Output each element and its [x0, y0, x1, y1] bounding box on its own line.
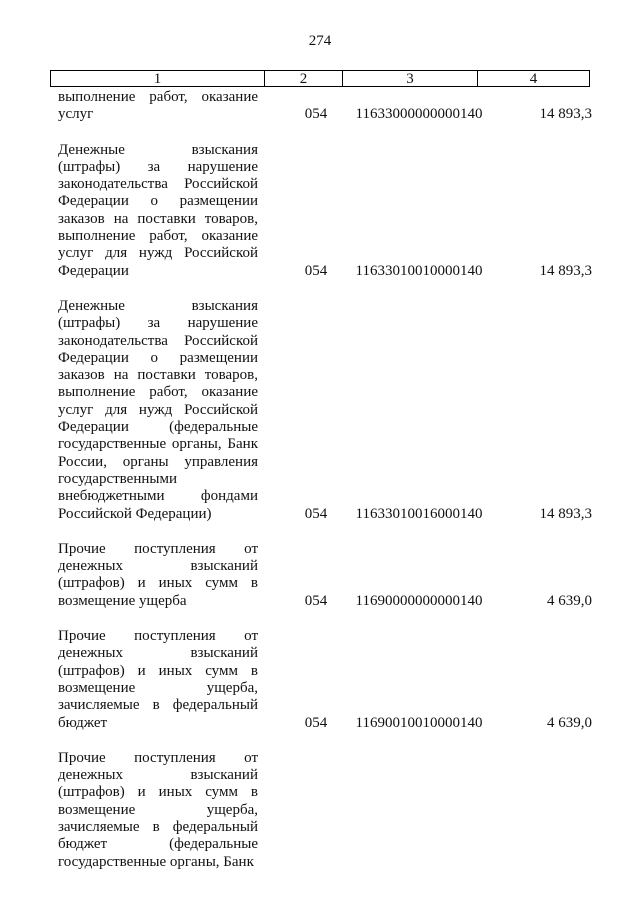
table-row: [58, 750, 598, 871]
row-description: [58, 89, 258, 124]
description-line: денежных взысканий: [58, 558, 258, 575]
table-row: [58, 89, 598, 124]
row-amount: 14 893,3: [539, 106, 592, 123]
row-code: 054: [304, 505, 328, 522]
description-line: заказов на поставки товаров,: [58, 210, 258, 227]
description-line: зачисляемые в федеральный: [58, 818, 258, 835]
row-description: [58, 298, 258, 523]
row-kbk: 11633000000000140: [355, 106, 483, 123]
row-code: 054: [304, 106, 328, 123]
row-code: 054: [304, 262, 328, 279]
row-amount: 4 639,0: [547, 592, 592, 609]
header-col-2: 2: [264, 71, 342, 86]
description-line: Денежные взыскания: [58, 141, 258, 158]
description-line: услуг для нужд Российской: [58, 401, 258, 418]
description-line: (штрафов) и иных сумм в: [58, 575, 258, 592]
description-line: возмещение ущерба: [58, 592, 187, 609]
description-line: денежных взысканий: [58, 767, 258, 784]
description-line: (штрафы) за нарушение: [58, 315, 258, 332]
row-code: 054: [304, 592, 328, 609]
row-code: 054: [304, 714, 328, 731]
description-line: Федерации о размещении: [58, 349, 258, 366]
description-line: выполнение работ, оказание: [58, 384, 258, 401]
row-kbk: 11633010016000140: [355, 505, 483, 522]
description-line: Денежные взыскания: [58, 297, 258, 314]
row-description: [58, 541, 258, 610]
description-line: возмещение ущерба,: [58, 801, 258, 818]
table-body: [58, 89, 598, 871]
description-line: заказов на поставки товаров,: [58, 367, 258, 384]
header-col-4: 4: [477, 71, 589, 86]
description-line: услуг для нужд Российской: [58, 245, 258, 262]
description-line: законодательства Российской: [58, 332, 258, 349]
row-description: [58, 628, 258, 732]
description-line: (штрафы) за нарушение: [58, 158, 258, 175]
description-line: зачисляемые в федеральный: [58, 697, 258, 714]
description-line: Российской Федерации): [58, 505, 212, 522]
description-line: внебюджетными фондами: [58, 488, 258, 505]
description-line: России, органы управления: [58, 453, 258, 470]
header-col-1: 1: [153, 71, 162, 87]
table-header: [50, 70, 590, 87]
description-line: Федерации о размещении: [58, 193, 258, 210]
description-line: бюджет (федеральные: [58, 836, 258, 853]
row-kbk: 11690000000000140: [355, 592, 483, 609]
description-line: Федерации: [58, 262, 129, 279]
row-kbk: 11690010010000140: [355, 714, 483, 731]
table-row: [58, 541, 598, 610]
description-line: денежных взысканий: [58, 645, 258, 662]
row-amount: 4 639,0: [547, 714, 592, 731]
table-row: [58, 142, 598, 280]
table-row: [58, 628, 598, 732]
row-amount: 14 893,3: [539, 505, 592, 522]
description-line: возмещение ущерба,: [58, 679, 258, 696]
description-line: услуг: [58, 106, 94, 123]
description-line: выполнение работ, оказание: [58, 228, 258, 245]
description-line: Прочие поступления от: [58, 628, 258, 645]
header-col-3: 3: [342, 71, 477, 86]
description-line: законодательства Российской: [58, 176, 258, 193]
row-description: [58, 142, 258, 280]
description-line: выполнение работ, оказание: [58, 89, 258, 105]
page-number: 274: [308, 33, 332, 49]
description-line: Прочие поступления от: [58, 749, 258, 766]
row-amount: 14 893,3: [539, 262, 592, 279]
description-line: (штрафов) и иных сумм в: [58, 662, 258, 679]
description-line: бюджет: [58, 714, 108, 731]
table-row: [58, 298, 598, 523]
description-line: государственные органы, Банк: [58, 853, 254, 870]
description-line: государственные органы, Банк: [58, 436, 258, 453]
description-line: (штрафов) и иных сумм в: [58, 784, 258, 801]
description-line: Прочие поступления от: [58, 540, 258, 557]
row-kbk: 11633010010000140: [355, 262, 483, 279]
description-line: Федерации (федеральные: [58, 419, 258, 436]
description-line: государственными: [58, 470, 177, 487]
row-description: [58, 750, 258, 871]
